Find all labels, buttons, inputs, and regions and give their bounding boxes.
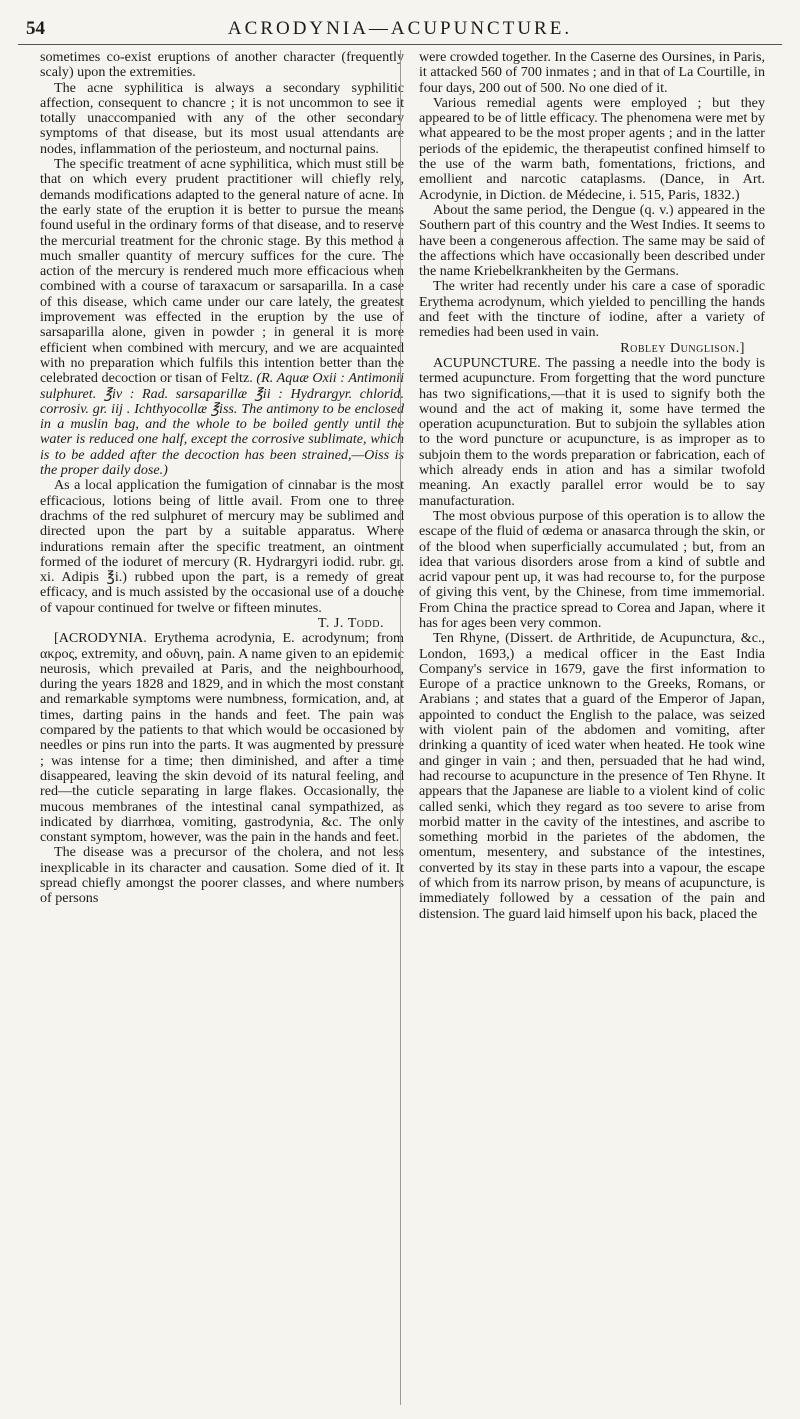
paragraph: sometimes co-exist eruptions of another character (frequently scaly) upon the extremities. bbox=[40, 50, 404, 81]
author-signature: Robley Dunglison.] bbox=[620, 339, 745, 356]
paragraph: Various remedial agents were employed ; but they appeared to be of little efficacy. The phenomena were met by what appeared to be the most proper agents ; and in the latter periods of the epidemic, the therapeutist confined himself to the use of the warm bath, fomentations, frictions, and emollient and narcotic cataplasms. (Dance, in Art. Acrodynie, in Diction. de Médecine, i. 515, Paris, 1832.) bbox=[419, 94, 765, 203]
paragraph: were crowded together. In the Caserne des Oursines, in Paris, it attacked 560 of 700 inmates ; and in that of La Courtille, in four days, 200 out of 500. No one died of it. bbox=[419, 50, 765, 96]
page-number: 54 bbox=[26, 18, 45, 39]
paragraph: The most obvious purpose of this operation is to allow the escape of the fluid of œdema or anasarca through the skin, or of the blood when superficially accumulated ; but, from an idea that various disorders arose from a kind of subtle and acrid vapour pent up, it was had recourse to, for the purpose of giving this vent, by the Chinese, from time immemorial. From China the practice spread to Corea and Japan, where it has for ages been very common. bbox=[419, 507, 765, 631]
author-signature: T. J. Todd. bbox=[317, 614, 384, 631]
page-header bbox=[18, 14, 782, 45]
paragraph bbox=[40, 157, 404, 478]
paragraph: The disease was a precursor of the cholera, and not less inexplicable in its character and causation. Some died of it. It spread chiefly amongst the poorer classes, and where numbers of persons bbox=[40, 844, 404, 907]
paragraph: As a local application the fumigation of cinnabar is the most efficacious, lotions being of little avail. From one to three drachms of the red sulphuret of mercury may be sublimed and directed upon the part by a suitable apparatus. Where indurations remain after the specific treatment, an ointment formed of the ioduret of mercury (R. Hydrargyri iodid. rubr. gr. xi. Adipis ℥i.) rubbed upon the part, is a remedy of great efficacy, and is much assisted by the occasional use of a douche of vapour continued for twelve or fifteen minutes. bbox=[40, 477, 404, 616]
running-head: ACRODYNIA—ACUPUNCTURE. bbox=[227, 18, 573, 39]
paragraph: [ACRODYNIA. Erythema acrodynia, E. acrodynum; from ακρος, extremity, and οδυνη, pain. A name given to an epidemic neurosis, which prevailed at Paris, and the neighbourhood, during the years 1828 and 1829, and in which the most constant and remarkable symptoms were numbness, formication, and, at times, darting pains in the hands and feet. The pain was compared by the patients to that which would be occasioned by needles or pins run into the parts. It was augmented by pressure ; was intense for a time; then diminished, and after a time disappeared, leaving the skin devoid of its natural feeling, and red—the cuticle separating in large flakes. Occasionally, the mucous membranes of the intestinal canal sympathized, as indicated by diarrhœa, vomiting, gastrodynia, &c. The only constant symptom, however, was the pain in the hands and feet. bbox=[40, 630, 404, 846]
right-column bbox=[400, 50, 765, 1405]
left-column bbox=[40, 50, 404, 1405]
paragraph: Ten Rhyne, (Dissert. de Arthritide, de Acupunctura, &c., London, 1693,) a medical officer in the East India Company's service in 1679, gave the first information to Europe of a practice unknown to the Greeks, Romans, or Arabians ; and states that a guard of the Emperor of Japan, appointed to conduct the English to the palace, was seized with violent pain of the abdomen and vomiting, after drinking a quantity of iced water when heated. He took wine and ginger in vain ; and then, persuaded that he had wind, had recourse to acupuncture in the presence of Ten Rhyne. It appears that the Japanese are liable to a violent kind of colic called senki, which they regard as too severe to arise from morbid matter in the cavity of the intestines, and ascribe to something morbid in the parietes of the abdomen, the omentum, mesentery, and substance of the intestines, converted by its stay in these parts into a vapour, the escape of which from its narrow prison, by means of acupuncture, is immediately followed by a cessation of the pain and distension. The guard laid himself upon his back, placed the bbox=[419, 630, 765, 922]
paragraph: The acne syphilitica is always a secondary syphilitic affection, consequent to chancre ; it is not uncommon to see it totally unaccompanied with any of the other secondary symptoms of that disease, but its most usual attendants are nodes, inflammation of the periosteum, and nocturnal pains. bbox=[40, 79, 404, 157]
paragraph: The writer had recently under his care a case of sporadic Erythema acrodynum, which yielded to pencilling the hands and feet with the tincture of iodine, after a variety of remedies had been used in vain. bbox=[419, 278, 765, 341]
prescription: (R. Aquæ Oxii : Antimonii sulphuret. ℥iv : Rad. sarsaparillæ ℥ii : Hydrargyr. chlorid. corrosiv. gr. iij . Ichthyocollæ ℥iss. The antimony to be enclosed in a muslin bag, and the whole to be boiled gently until the water is reduced one half, except the corrosive sublimate, which is to be added after the decoction has been strained,—Oiss is the proper daily dose.) bbox=[40, 370, 404, 479]
paragraph: ACUPUNCTURE. The passing a needle into the body is termed acupuncture. From forgetting that the word puncture has two significations,—that it is used to signify both the wound and the act of making it, some have termed the operation acupuncturation. But to subjoin the syllables ation to the word puncture or acupuncture, is as improper as to subjoin them to the words preparation or fabrication, each of which already ends in ation and has a similar twofold meaning. An exactly parallel error would be to say manufacturation. bbox=[419, 354, 765, 509]
paragraph-text: The specific treatment of acne syphilitica, which must still be that on which every prudent practitioner will chiefly rely, demands modifications adapted to the general nature of acne. In the early state of the eruption it is better to pursue the means found useful in the ordinary forms of that disease, and to reserve the mercurial treatment for the chronic stage. By this method a much smaller quantity of mercury suffices for the cure. The action of the mercury is rendered much more efficacious when combined with a course of taraxacum or sarsaparilla. In a case of this disease, which came under our care lately, the greatest improvement was effected in the eruption by the use of sarsaparilla alone, given in powder ; in general it is more efficient when combined with mercury, and we are acquainted with no preparation which fulfils this intention better than the celebrated decoction or tisan of Feltz. bbox=[40, 156, 404, 387]
paragraph: About the same period, the Dengue (q. v.) appeared in the Southern part of this country and the West Indies. It seems to have been a congenerous affection. The same may be said of the affections which have occasionally been described under the name Kriebelkrankheiten by the Germans. bbox=[419, 201, 765, 280]
